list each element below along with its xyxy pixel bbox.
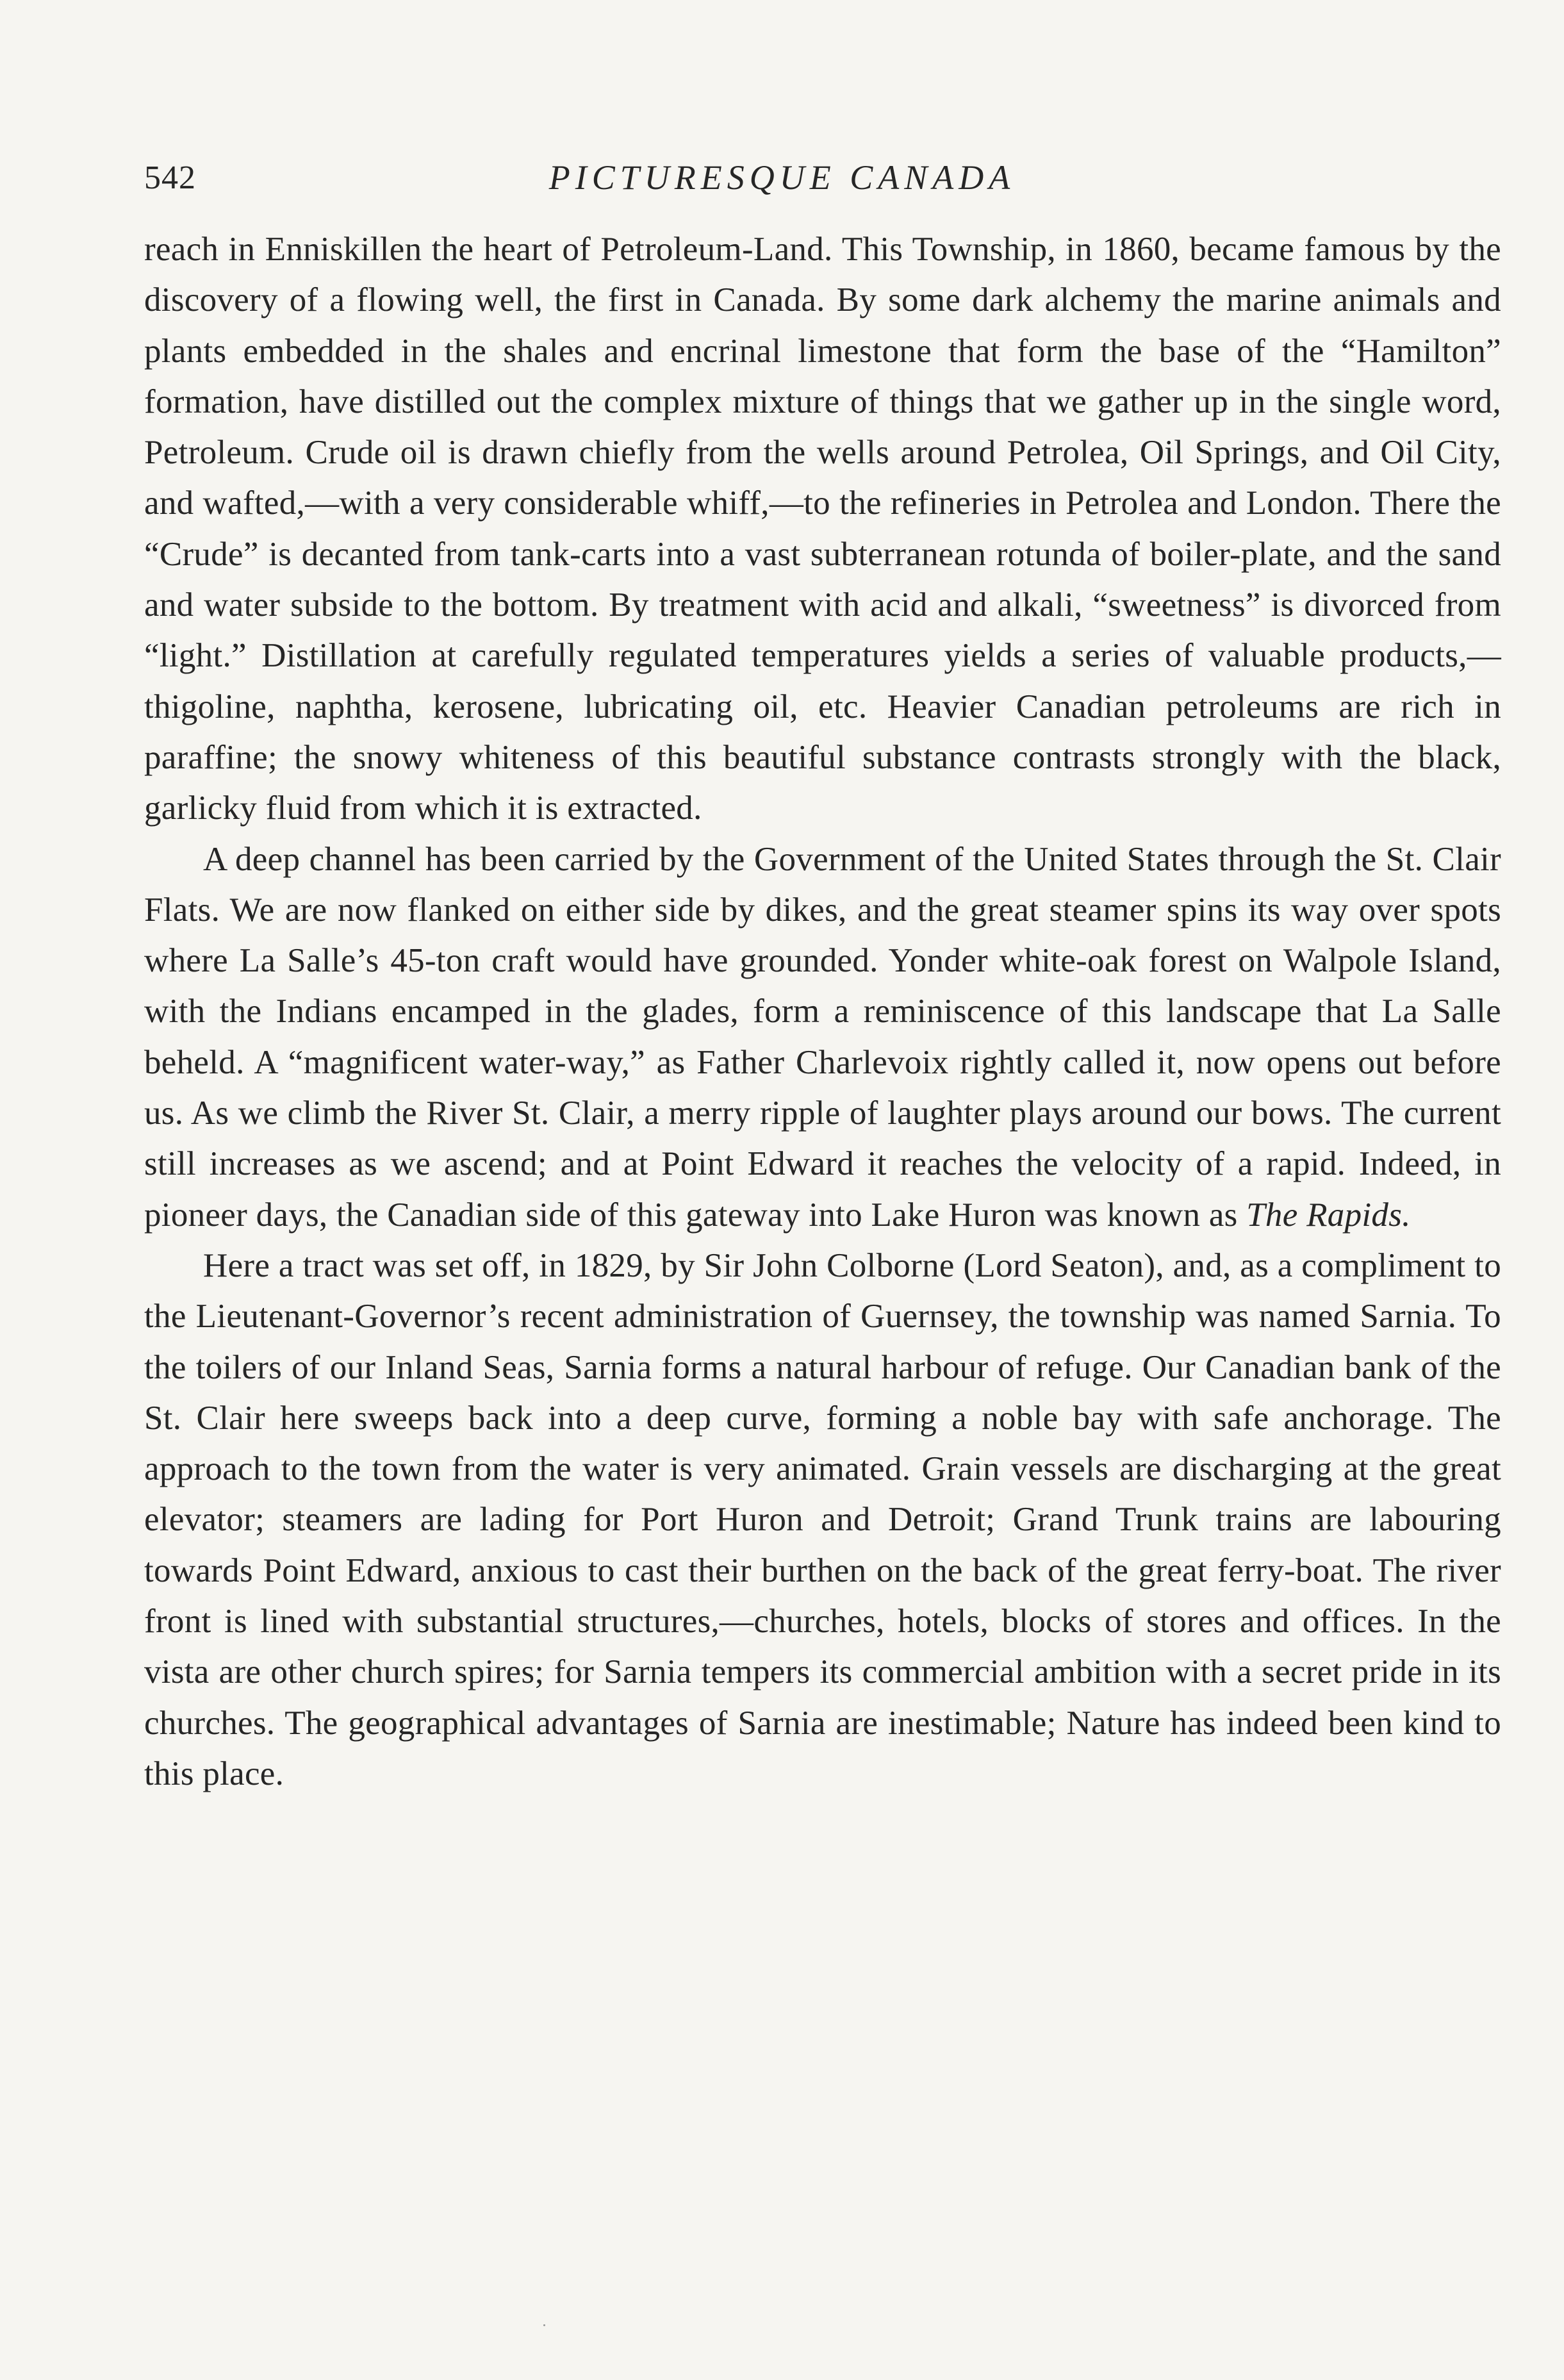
body-text xyxy=(144,224,1501,1799)
italic-title-the-rapids: The Rapids. xyxy=(1246,1196,1411,1234)
page-number: 542 xyxy=(144,160,196,196)
running-title: PICTURESQUE CANADA xyxy=(548,158,1016,197)
paragraph-text: reach in Enniskillen the heart of Petroleum-Land. This Township, in 1860, became famous by the discovery of a flowing well, the first in Canada. By some dark alchemy the marine animals and plants embedded in the shales and encrinal limestone that form the base of the “Hamilton” formation, have distilled out the complex mixture of things that we gather up in the single word, Petroleum. Crude oil is drawn chiefly from the wells around Petrolea, Oil Springs, and Oil City, and wafted,—with a very considerable whiff,—to the refineries in Petrolea and London. There the “Crude” is decanted from tank-carts into a vast subterranean rotunda of boiler-plate, and the sand and water subside to the bottom. By treatment with acid and alkali, “sweetness” is divorced from “light.” Distillation at carefully regulated temperatures yields a series of valuable products,—thigoline, naphtha, kerosene, lubricating oil, etc. Heavier Canadian petroleums are rich in paraffine; the snowy whiteness of this beautiful substance contrasts strongly with the black, garlicky fluid from which it is extracted. xyxy=(144,231,1501,827)
paragraph-2 xyxy=(144,834,1501,1241)
paragraph-text: A deep channel has been carried by the Government of the United States through the St. Clair Flats. We are now flanked on either side by dikes, and the great steamer spins its way over spots where La Salle’s 45-ton craft would have grounded. Yonder white-oak forest on Walpole Island, with the Indians encamped in the glades, form a reminiscence of this landscape that La Salle beheld. A “magnificent water-way,” as Father Charlevoix rightly called it, now opens out before us. As we climb the River St. Clair, a merry ripple of laughter plays around our bows. The current still increases as we ascend; and at Point Edward it reaches the velocity of a rapid. Indeed, in pioneer days, the Canadian side of this gateway into Lake Huron was known as xyxy=(144,840,1501,1234)
paragraph-1 xyxy=(144,224,1501,834)
page-speck xyxy=(543,2324,545,2326)
paragraph-text: Here a tract was set off, in 1829, by Sir John Colborne (Lord Seaton), and, as a compliment to the Lieutenant-Governor’s recent administration of Guernsey, the township was named Sarnia. To the toilers of our Inland Seas, Sarnia forms a natural harbour of refuge. Our Canadian bank of the St. Clair here sweeps back into a deep curve, forming a noble bay with safe anchorage. The approach to the town from the water is very animated. Grain vessels are discharging at the great elevator; steamers are lading for Port Huron and Detroit; Grand Trunk trains are labouring towards Point Edward, anxious to cast their burthen on the back of the great ferry-boat. The river front is lined with substantial structures,—churches, hotels, blocks of stores and offices. In the vista are other church spires; for Sarnia tempers its commercial ambition with a secret pride in its churches. The geographical advantages of Sarnia are inestimable; Nature has indeed been kind to this place. xyxy=(144,1246,1501,1792)
paragraph-3 xyxy=(144,1241,1501,1799)
